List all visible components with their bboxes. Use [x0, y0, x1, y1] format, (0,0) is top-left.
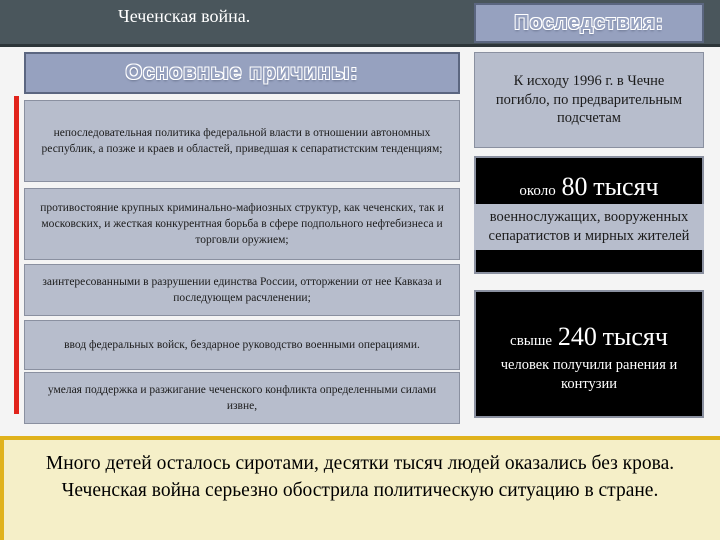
accent-line	[14, 96, 19, 414]
causes-heading: Основные причины:	[24, 52, 460, 94]
cause-item: ввод федеральных войск, бездарное руководство военными операциями.	[24, 320, 460, 370]
killed-description: военнослужащих, вооруженных сепаратистов и мирных жителей	[474, 204, 704, 250]
wounded-number: 240	[557, 322, 597, 351]
wounded-description: человек получили ранения и контузии	[500, 357, 678, 392]
summary-box	[0, 436, 720, 540]
summary-accent	[0, 436, 4, 540]
summary-text: Много детей осталось сиротами, десятки тысяч людей оказались без крова. Чеченская война серьезно обострила политическую ситуацию в стране.	[45, 453, 675, 502]
consequences-heading: Последствия:	[474, 3, 704, 43]
cause-item: противостояние крупных криминально-мафиозных структур, как чеченских, так и московских, и жесткая конкурентная борьба в сфере подпольного нефтебизнеса и торговли оружием;	[24, 188, 460, 260]
consequences-intro: К исходу 1996 г. в Чечне погибло, по предварительным подсчетам	[474, 52, 704, 148]
slide-title: Чеченская война.	[118, 6, 251, 26]
cause-item: непоследовательная политика федеральной власти в отношении автономных республик, а позже и краев и областей, приведшая к сепаратистским тенденциям;	[24, 100, 460, 182]
killed-prefix: около	[519, 183, 556, 199]
killed-count	[476, 172, 702, 202]
killed-number: 80	[561, 172, 588, 201]
wounded-count	[476, 322, 702, 352]
wounded-prefix: свыше	[510, 333, 553, 349]
cause-item: умелая поддержка и разжигание чеченского конфликта определенными силами извне,	[24, 372, 460, 424]
killed-unit: тысяч	[593, 172, 659, 201]
wounded-box	[474, 290, 704, 418]
cause-item: заинтересованными в разрушении единства России, отторжении от нее Кавказа и последующем расчленении;	[24, 264, 460, 316]
wounded-unit: тысяч	[602, 322, 668, 351]
